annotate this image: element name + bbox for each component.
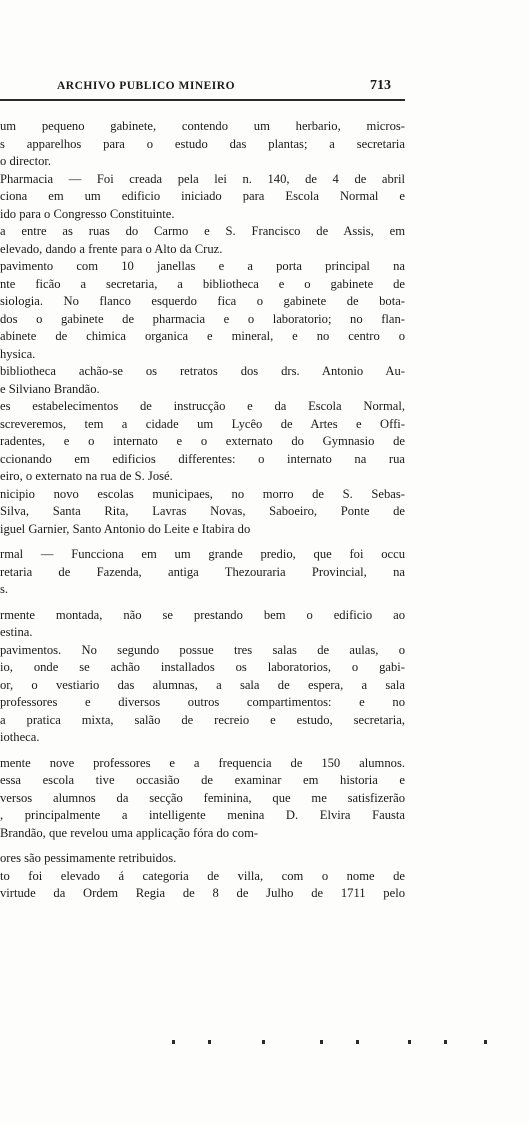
text-line: Brandão, que revelou uma applicação fóra do com- (0, 825, 259, 840)
text-line: nte ficão a secretaria, a bibliotheca e o gabinete de (0, 276, 405, 291)
text-line: siologia. No flanco esquerdo fica o gabinete de bota- (0, 294, 405, 308)
running-title: ARCHIVO PUBLICO MINEIRO (57, 80, 236, 92)
text-line: Silva, Santa Rita, Lavras Novas, Saboeiro, Ponte de (0, 504, 405, 518)
running-header (0, 78, 405, 98)
text-line: mente nove professores e a frequencia de 150 alumnos. (0, 755, 405, 770)
text-line: essa escola tive occasião de examinar em historia e (0, 773, 405, 787)
edge-mark (172, 1040, 175, 1044)
text-line: professores e diversos outros compartimentos: e no (0, 695, 405, 709)
text-line: abinete de chimica organica e mineral, e no centro o (0, 329, 405, 343)
text-line: rmal — Funcciona em um grande predio, que foi occu (0, 547, 405, 561)
text-line: ido para o Congresso Constituinte. (0, 206, 175, 221)
text-line: a entre as ruas do Carmo e S. Francisco de Assis, em (0, 224, 405, 238)
text-line: nicipio novo escolas municipaes, no morro de S. Sebas- (0, 486, 405, 501)
text-line: or, o vestiario das alumnas, a sala de espera, a sala (0, 677, 405, 692)
text-line: rmente montada, não se prestando bem o edificio ao (0, 607, 405, 622)
bottom-edge-marks (0, 1040, 529, 1046)
text-line: ccionando em edificios differentes: o internato na rua (0, 451, 405, 466)
text-line: bibliotheca achão-se os retratos dos drs. Antonio Au- (0, 364, 405, 378)
page-number: 713 (370, 78, 391, 93)
edge-mark (320, 1040, 323, 1044)
text-line: , principalmente a intelligente menina D. Elvira Fausta (0, 808, 405, 822)
edge-mark (262, 1040, 265, 1044)
header-rule (0, 99, 405, 101)
text-line: ciona em um edificio iniciado para Escola Normal e (0, 189, 405, 203)
text-line: iotheca. (0, 730, 40, 744)
text-line: a pratica mixta, salão de recreio e estudo, secretaria, (0, 712, 405, 727)
text-line: um pequeno gabinete, contendo um herbario, micros- (0, 119, 405, 133)
edge-mark (356, 1040, 359, 1044)
body-text (0, 118, 405, 903)
text-line: versos alumnos da secção feminina, que me satisfizerão (0, 790, 405, 805)
text-line: es estabelecimentos de instrucção e da Escola Normal, (0, 399, 405, 413)
text-line: pavimentos. No segundo possue tres salas de aulas, o (0, 642, 405, 657)
text-line: s. (0, 582, 9, 596)
text-line: ores são pessimamente retribuidos. (0, 851, 177, 865)
text-line: pavimento com 10 janellas e a porta principal na (0, 259, 405, 273)
text-line: eiro, o externato na rua de S. José. (0, 469, 173, 483)
text-line: estina. (0, 625, 33, 639)
text-line: elevado, dando a frente para o Alto da Cruz. (0, 241, 223, 256)
edge-mark (444, 1040, 447, 1044)
text-line: dos o gabinete de pharmacia e o laboratorio; no flan- (0, 311, 405, 326)
edge-mark (208, 1040, 211, 1044)
text-line: radentes, e o internato e o externato do Gymnasio de (0, 434, 405, 448)
text-line: virtude da Ordem Regia de 8 de Julho de 1711 pelo (0, 886, 405, 900)
text-line: e Silviano Brandão. (0, 381, 100, 396)
text-line: Pharmacia — Foi creada pela lei n. 140, de 4 de abril (0, 171, 405, 186)
edge-mark (408, 1040, 411, 1044)
edge-mark (484, 1040, 487, 1044)
text-line: s apparelhos para o estudo das plantas; a secretaria (0, 136, 405, 151)
text-line: iguel Garnier, Santo Antonio do Leite e Itabira do (0, 521, 251, 536)
text-line: retaria de Fazenda, antiga Thezouraria Provincial, na (0, 564, 405, 579)
text-line: io, onde se achão installados os laboratorios, o gabi- (0, 660, 405, 674)
text-line: screveremos, tem a cidade um Lycêo de Artes e Offi- (0, 416, 405, 431)
text-line: o director. (0, 154, 52, 168)
text-line: hysica. (0, 346, 36, 361)
text-line: to foi elevado á categoria de villa, com o nome de (0, 868, 405, 883)
